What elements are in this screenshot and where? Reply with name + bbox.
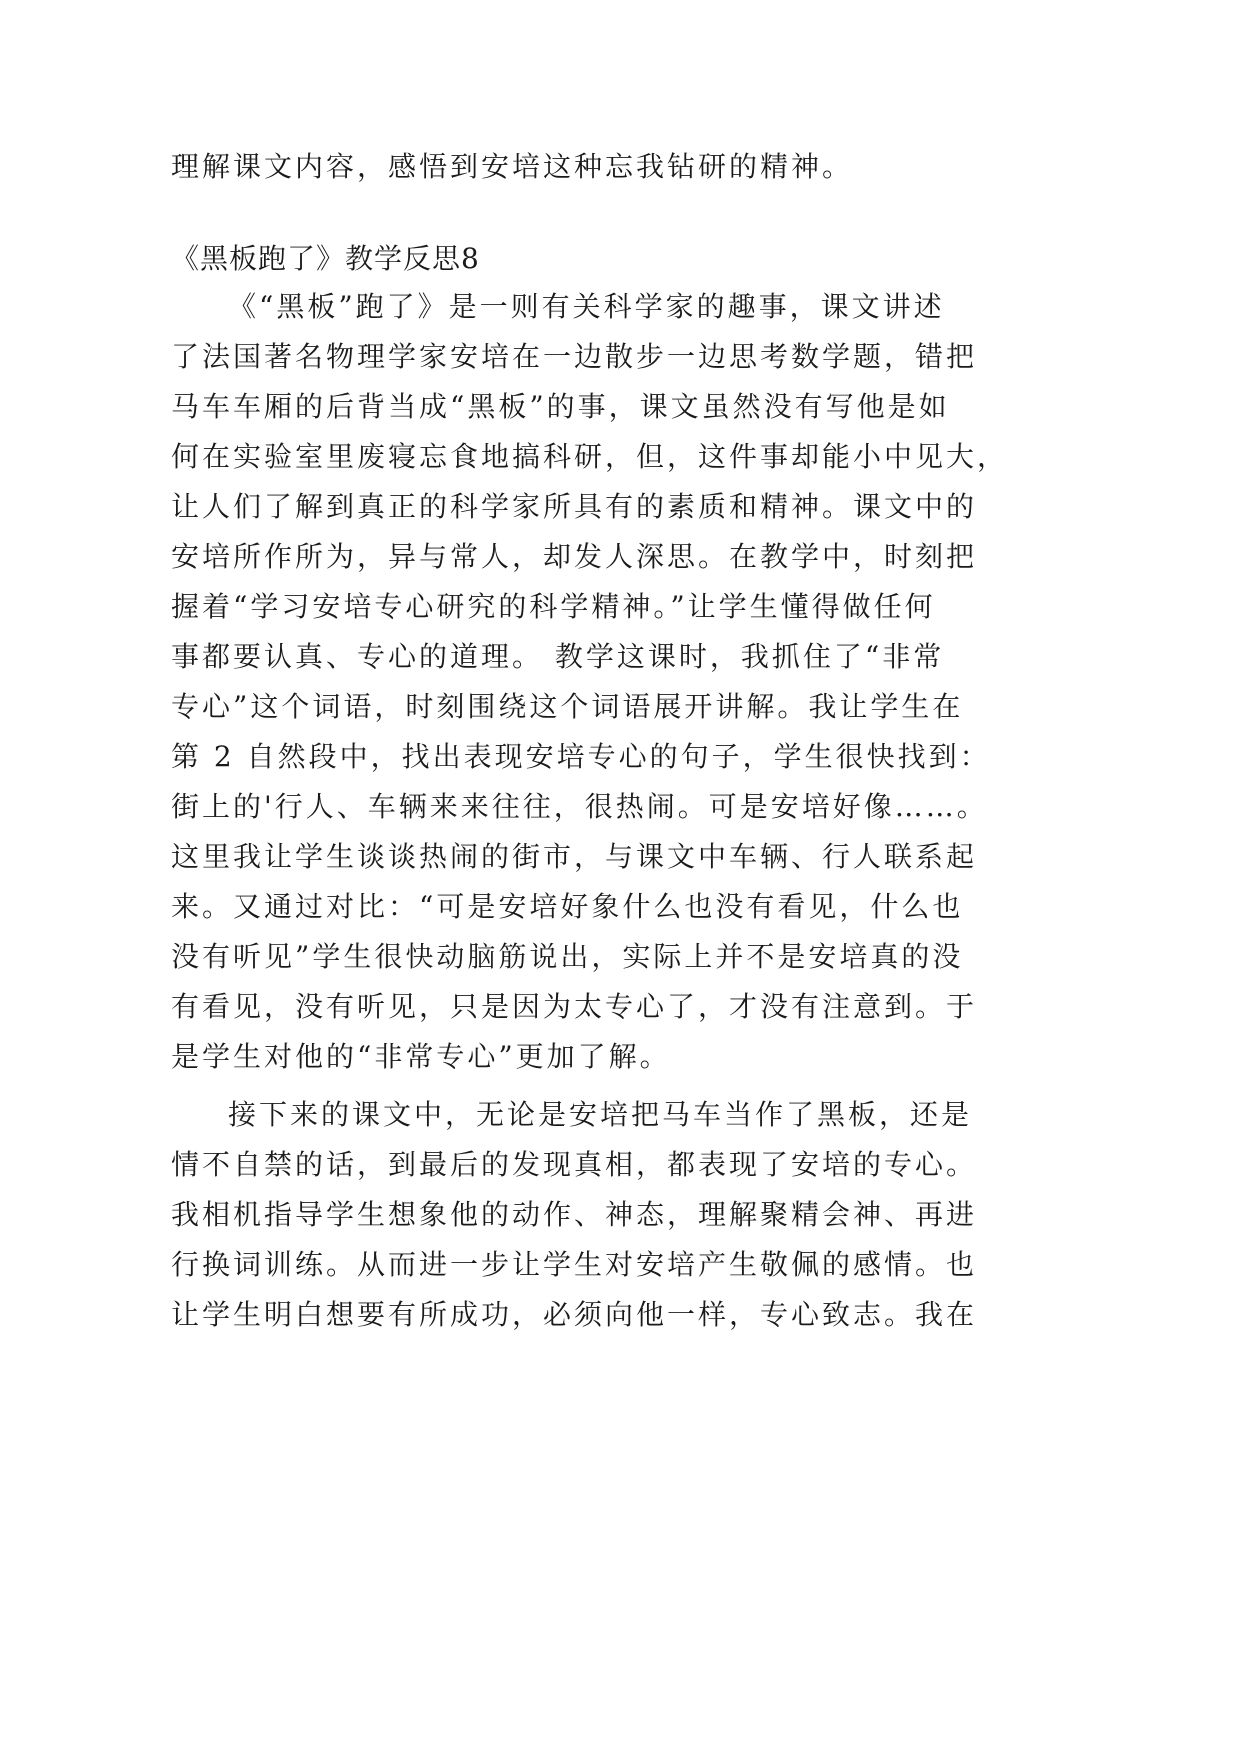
paragraph-line: 我相机指导学生想象他的动作、神态，理解聚精会神、再进 (171, 1198, 978, 1231)
paragraph-line: 让人们了解到真正的科学家所具有的素质和精神。课文中的 (171, 490, 978, 523)
paragraph-line: 街上的'行人、车辆来来往往，很热闹。可是安培好像……。 (171, 790, 988, 823)
paragraph-line: 何在实验室里废寝忘食地搞科研，但，这件事却能小中见大， (171, 440, 1009, 473)
paragraph-line: 这里我让学生谈谈热闹的街市，与课文中车辆、行人联系起 (171, 840, 978, 873)
paragraph-line: 有看见，没有听见，只是因为太专心了，才没有注意到。于 (171, 990, 978, 1023)
paragraph-line: 让学生明白想要有所成功，必须向他一样，专心致志。我在 (171, 1298, 978, 1331)
continuation-line: 理解课文内容，感悟到安培这种忘我钻研的精神。 (171, 150, 854, 183)
paragraph-line: 是学生对他的“非常专心”更加了解。 (171, 1040, 671, 1073)
paragraph-line: 了法国著名物理学家安培在一边散步一边思考数学题，错把 (171, 340, 978, 373)
paragraph-line: 接下来的课文中，无论是安培把马车当作了黑板，还是 (228, 1098, 973, 1131)
document-body (171, 142, 1009, 1340)
paragraph-line: 马车车厢的后背当成“黑板”的事，课文虽然没有写他是如 (171, 390, 950, 423)
paragraph-line: 事都要认真、专心的道理。 教学这课时，我抓住了“非常 (171, 640, 945, 673)
paragraph-line: 第 2 自然段中，找出表现安培专心的句子，学生很快找到： (171, 740, 991, 773)
paragraph-line: 情不自禁的话，到最后的发现真相，都表现了安培的专心。 (171, 1148, 978, 1181)
paragraph-1 (171, 282, 1009, 1082)
paragraph-gap (171, 1082, 951, 1090)
paragraph-line: 来。又通过对比：“可是安培好象什么也没有看见，什么也 (171, 890, 964, 923)
paragraph-line: 握着“学习安培专心研究的科学精神。”让学生懂得做任何 (171, 590, 936, 623)
paragraph-line: 没有听见”学生很快动脑筋说出，实际上并不是安培真的没 (171, 940, 964, 973)
section-heading: 《黑板跑了》教学反思8 (171, 242, 480, 275)
paragraph-2 (171, 1090, 978, 1340)
paragraph-line: 安培所作所为，异与常人，却发人深思。在教学中，时刻把 (171, 540, 978, 573)
paragraph-line: 专心”这个词语，时刻围绕这个词语展开讲解。我让学生在 (171, 690, 964, 723)
paragraph-line: 《“黑板”跑了》是一则有关科学家的趣事，课文讲述 (228, 290, 945, 323)
paragraph-line: 行换词训练。从而进一步让学生对安培产生敬佩的感情。也 (171, 1248, 978, 1281)
section-gap (171, 192, 951, 236)
